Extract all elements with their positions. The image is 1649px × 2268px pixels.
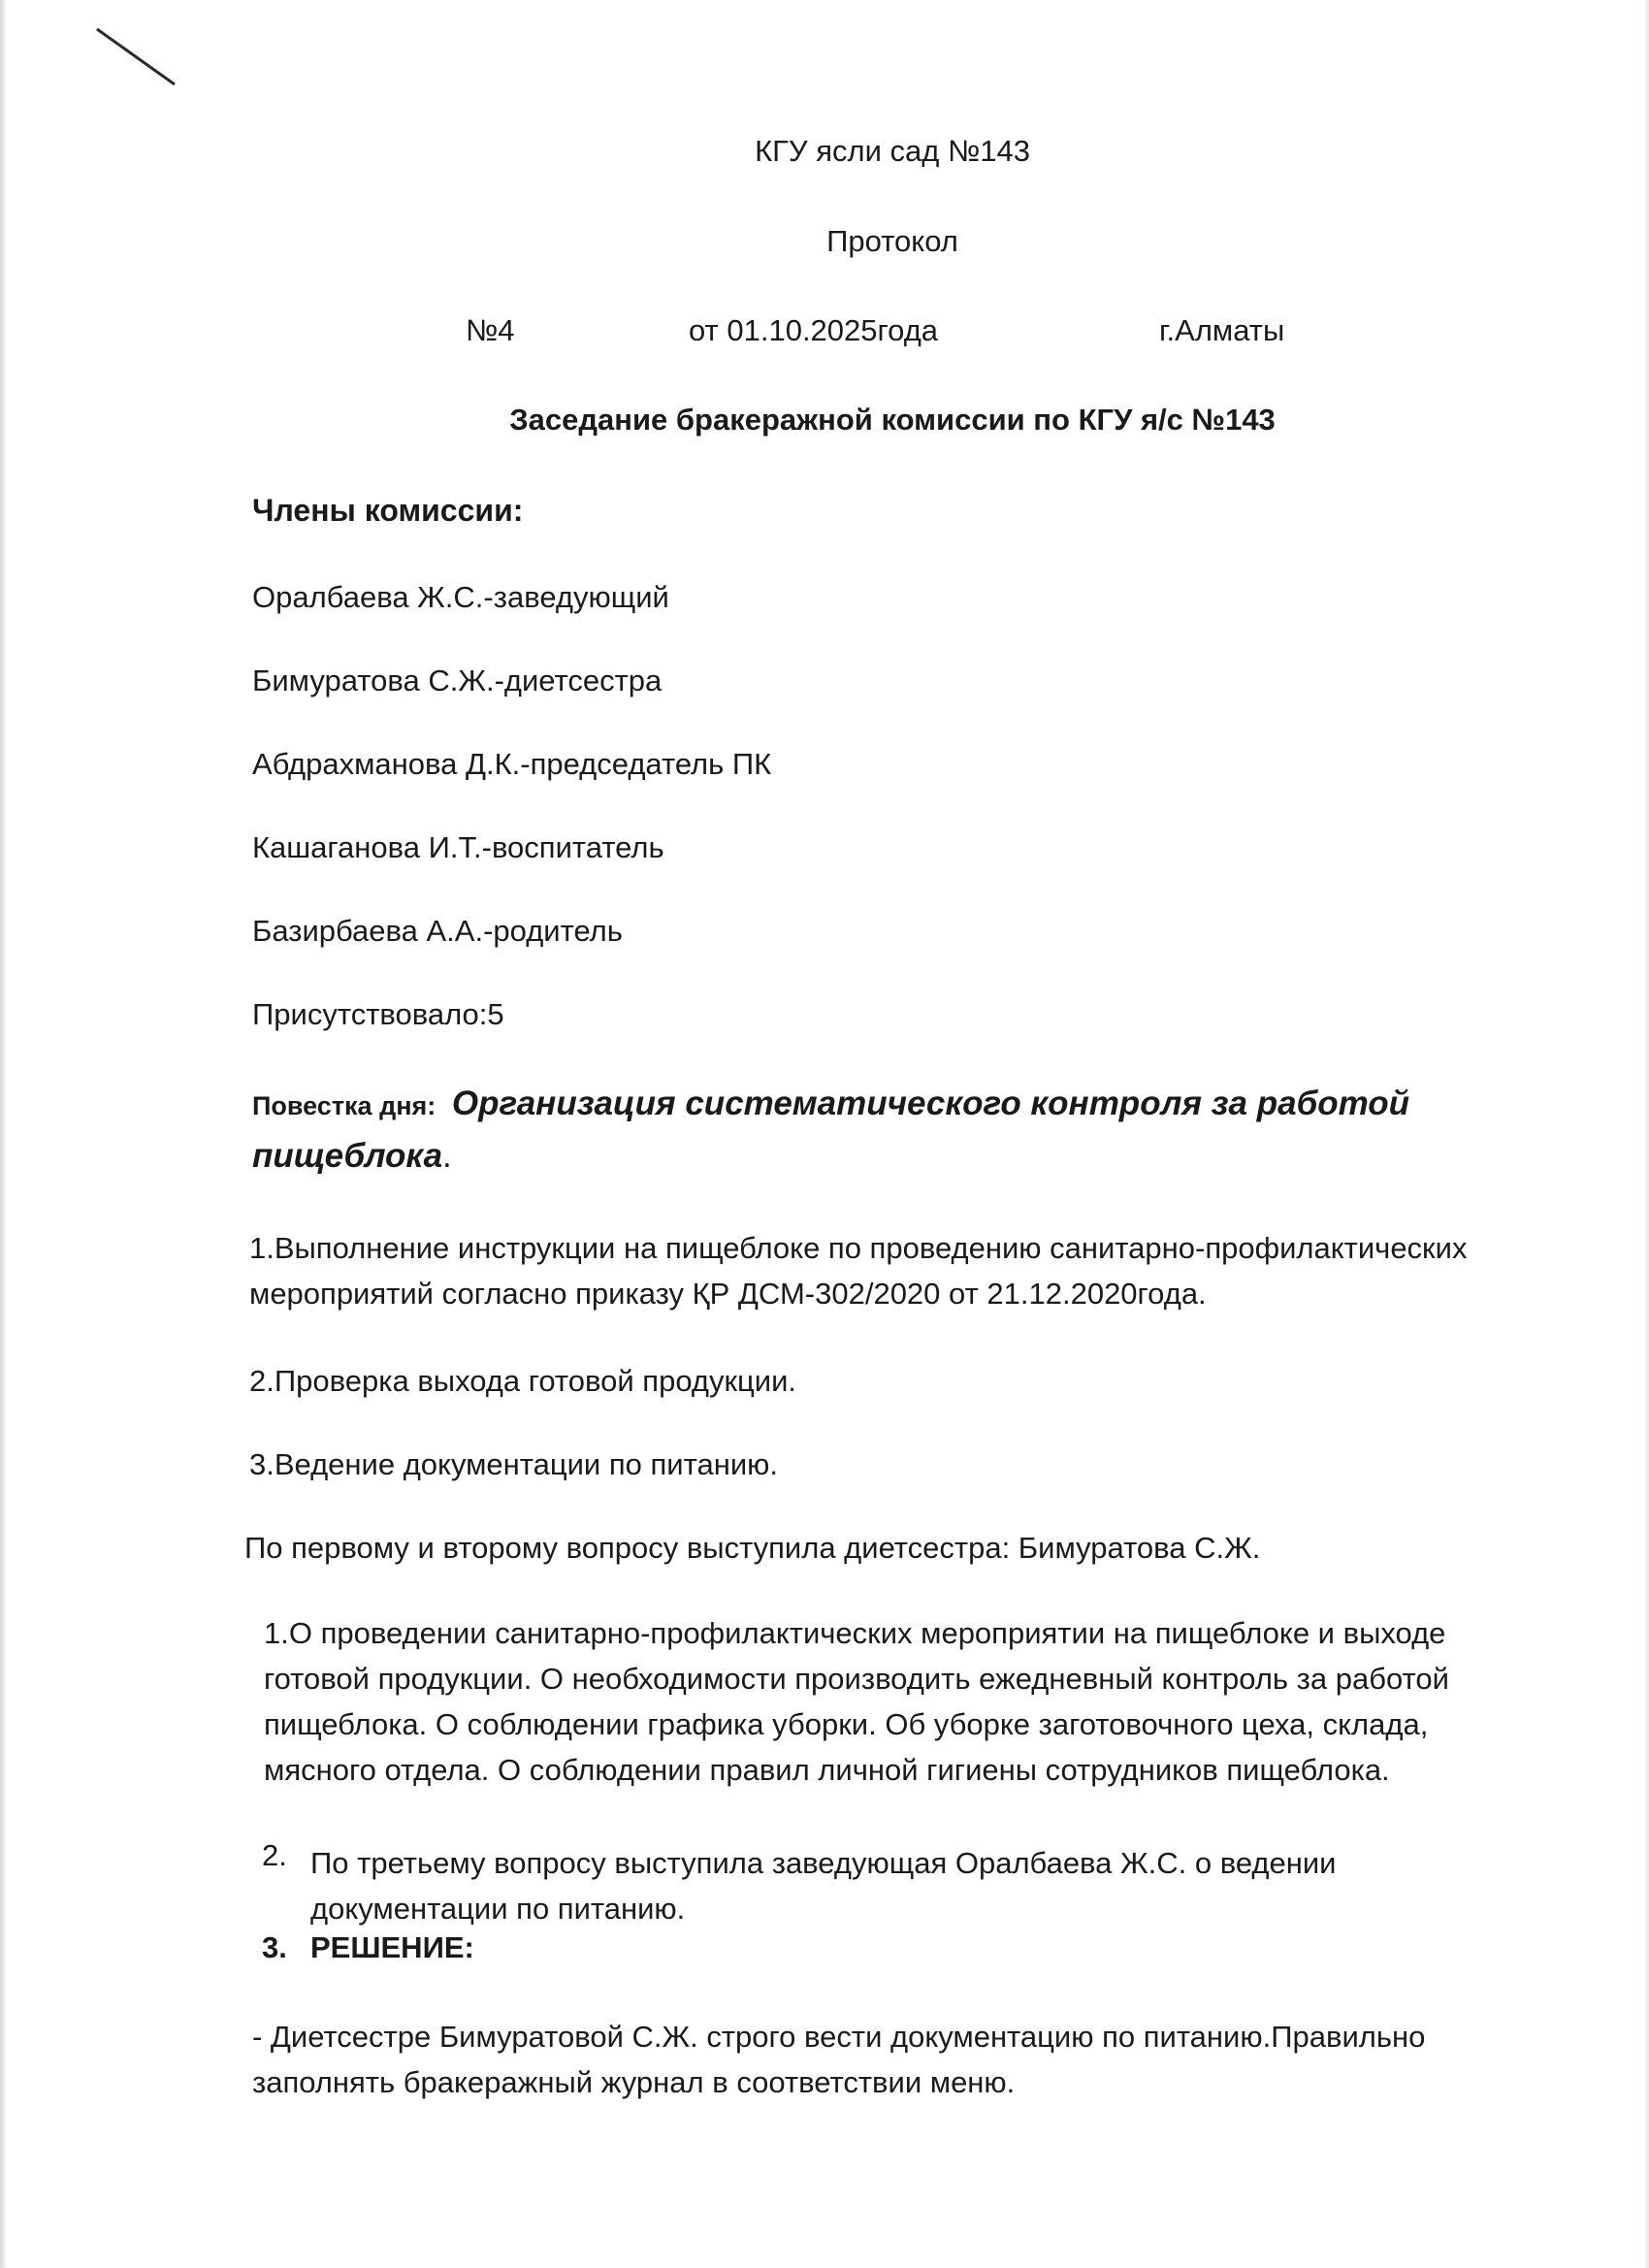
agenda-item: 2.Проверка выхода готовой продукции. [249, 1364, 797, 1398]
scan-right-edge [1643, 0, 1649, 2268]
org-name: КГУ ясли сад №143 [755, 134, 1030, 168]
protocol-date: от 01.10.2025года [689, 313, 939, 347]
protocol-number: №4 [466, 313, 515, 347]
scan-left-edge [0, 0, 8, 2268]
discussion-intro: По первому и второму вопросу выступила диетсестра: Бимуратова С.Ж. [244, 1531, 1261, 1565]
discussion-point-1: 1.О проведении санитарно-профилактических мероприятии на пищеблоке и выходе готовой продукции. О необходимости производить ежедневный контроль за работой пищеблока. О соблюдении графика уборки. Об уборке заготовочного цеха, склада, мясного отдела. О соблюдении правил личной гигиены сотрудников пищеблока. [264, 1616, 1449, 1787]
decision-text: - Диетсестре Бимуратовой С.Ж. строго вести документацию по питанию.Правильно заполнять бракеражный журнал в соответствии меню. [252, 2020, 1426, 2099]
member-item: Кашаганова И.Т.-воспитатель [252, 830, 664, 864]
member-item: Бимуратова С.Ж.-диетсестра [252, 664, 663, 697]
commission-heading: Члены комиссии: [252, 493, 524, 528]
agenda-topic-cont: пищеблока [252, 1137, 443, 1175]
member-item: Оралбаева Ж.С.-заведующий [252, 580, 669, 614]
member-item: Абдрахманова Д.К.-председатель ПК [252, 747, 772, 781]
agenda-line-2 [252, 1139, 452, 1173]
point-2-number: 2. [262, 1838, 287, 1872]
decision-heading: РЕШЕНИЕ: [310, 1930, 474, 1964]
document-type: Протокол [826, 224, 958, 258]
point-2-text: По третьему вопросу выступила заведующая Оралбаева Ж.С. о ведении документации по питанию. [310, 1846, 1337, 1926]
protocol-city: г.Алматы [1159, 313, 1285, 347]
agenda-label: Повестка дня: [252, 1091, 436, 1120]
agenda-topic: Организация систематического контроля за работой [451, 1085, 1410, 1122]
attendance-count: Присутствовало:5 [252, 997, 504, 1031]
scan-corner-mark [92, 24, 179, 92]
member-item: Базирбаева А.А.-родитель [252, 914, 623, 948]
point-3-number: 3. [262, 1930, 287, 1964]
agenda-item: 3.Ведение документации по питанию. [249, 1447, 778, 1481]
agenda-item: 1.Выполнение инструкции на пищеблоке по проведению санитарно-профилактических мероприятий согласно приказу ҚР ДСМ-302/2020 от 21.12.2020года. [249, 1231, 1468, 1311]
agenda-topic-end: . [442, 1137, 452, 1175]
agenda-line-1 [252, 1086, 1409, 1120]
meeting-title: Заседание бракеражной комиссии по КГУ я/с №143 [509, 403, 1276, 437]
